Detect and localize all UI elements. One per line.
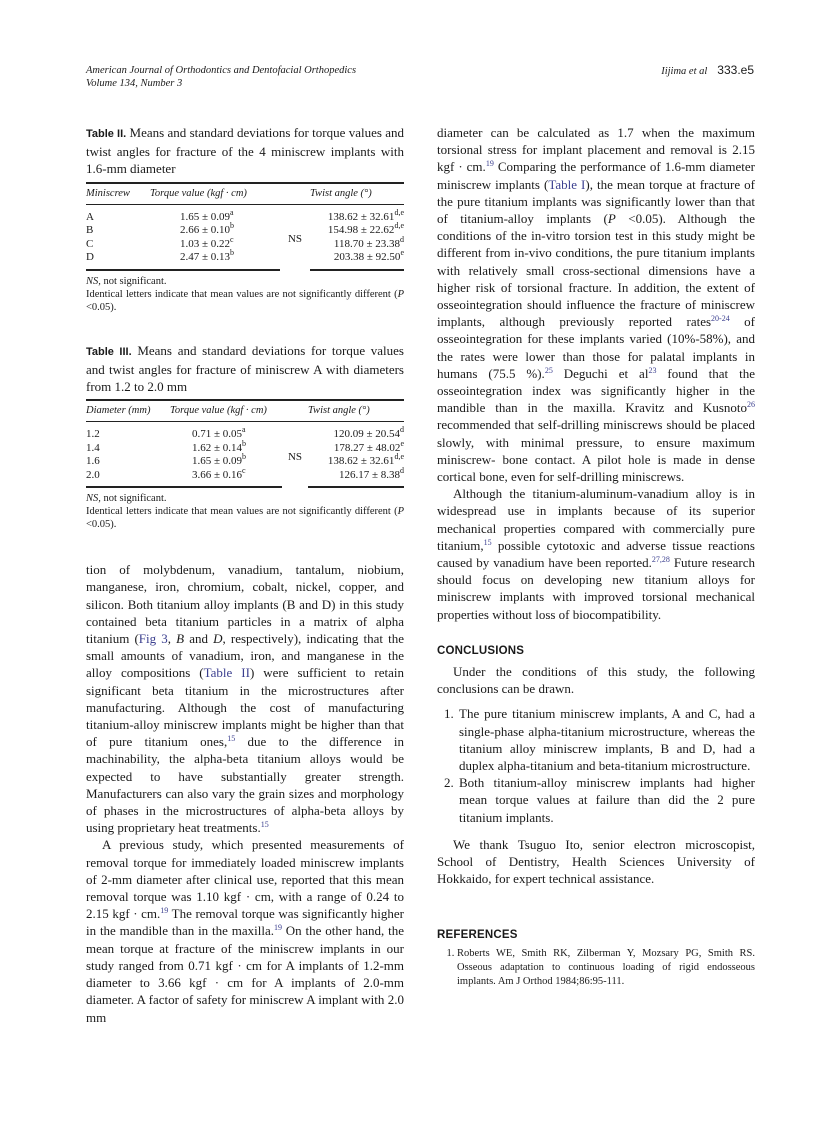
table-2-caption: Table II. Means and standard deviations for torque values and twist angles for fracture of the 4 miniscrew implants with 1.6-mm diameter [86,125,404,177]
col-header [280,183,310,205]
citation-link[interactable]: 19 [273,923,282,933]
citation-link[interactable]: 26 [747,400,755,410]
cell-torque: 2.47 ± 0.13$^b$ [150,251,280,270]
col-header: Diameter (mm) [86,400,170,422]
fig-3-link[interactable]: Fig 3 [138,631,168,647]
cell-id: C [86,237,94,250]
cell-torque: 1.65 ± 0.09$^a$ [180,207,234,223]
conclusion-item: 1. The pure titanium miniscrew implants, A and C, had a single-phase alpha-titanium microstructure, whereas the titanium alloy miniscrew implants, B and D, had a duplex alpha-titanium and beta-titanium microstructure. [457,705,755,774]
acknowledgment: We thank Tsuguo Ito, senior electron microscopist, School of Dentistry, Health Sciences University of Hokkaido, for expert technical assistance. [437,836,755,887]
cell-ns: NS [287,233,303,246]
page-number: 333.e5 [717,63,754,77]
journal-title: American Journal of Orthodontics and Dentofacial Orthopedics [86,65,357,76]
table-2-link[interactable]: Table II [203,665,250,681]
table-2-label: Table II. [86,128,127,140]
running-header-left [86,64,356,90]
running-authors: Iijima et al [661,66,708,77]
body-paragraph: tion of molybdenum, vanadium, tantalum, niobium, manganese, iron, chromium, cobalt, nickel, copper, and silicon. Both titanium alloy implants (B and D) in this study contained beta titanium particles in a matrix of alpha titanium (Fig 3, B and D, respectively), indicating that the small amounts of vanadium, iron, and manganese in the alloy compositions (Table II) were sufficient to retain significant beta titanium in the microstructures after manufacturing. Although the cost of manufacturing titanium-alloy miniscrew implants might be higher than that of pure titanium ones,$^{15}$ due to the difference in machinability, the alpha-beta titanium alloys would be expected to have substantially greater strength. Manufacturers can also vary the grain sizes and morphology of phases in the microstructures of alpha-beta alloys by using proprietary heat treatments.$^{15}$ [86,562,405,836]
table-3-label: Table III. [86,345,132,358]
citation-link[interactable]: 25 [544,365,553,375]
citation-link[interactable]: 15 [483,537,492,547]
table-1-link[interactable]: Table I [548,176,586,192]
citation-link[interactable]: 15 [227,734,236,744]
citation-link[interactable]: 27,28 [651,555,670,565]
citation-link[interactable]: 19 [160,906,169,916]
table-header-row [86,183,404,205]
references-list [437,947,755,989]
cell-id: 1.6 [86,455,100,468]
table-3-grid [86,399,404,488]
journal-volume: Volume 134, Number 3 [86,78,183,89]
cell-twist: $138.62 \pm 32.61^{d,e}$ [327,207,404,223]
cell-id: D [86,251,150,270]
cell-twist: 178.27 ± 48.02$^e$ [333,438,404,454]
table-row [86,238,404,252]
left-column [86,124,404,1026]
cell-ns: NS [287,450,303,463]
table-3 [86,342,404,532]
cell-id: B [86,224,94,237]
cell-torque: 1.03 ± 0.22$^c$ [180,234,234,250]
citation-link[interactable]: 23 [648,365,657,375]
reference-item: 1. Roberts WE, Smith RK, Zilberman Y, Mozsary PG, Smith RS. Osseous adaptation to continuous loading of rigid endosseous implants. Am J Orthod 1984;86:95-111. [457,947,755,989]
cell-torque: 2.66 ± 0.10$^b$ [180,221,235,237]
table-2 [86,124,404,314]
table-header-row [86,400,404,422]
body-paragraph: A previous study, which presented measurements of removal torque for immediately loaded miniscrew implants of 2-mm diameter after clinical use, reported that this mean removal torque was 1.10 kgf · cm, with a range of 0.24 to 2.15 kgf · cm.$^{19}$ The removal torque was significantly higher in the mandible than in the maxilla.$^{19}$ On the other hand, the mean torque at fracture of the miniscrew implants in our study ranged from 0.71 kgf · cm for A implants of 1.2-mm diameter to 3.66 kgf · cm for A implants of 2.0-mm diameter. A factor of safety for miniscrew A implant with 2.0 mm [86,837,404,1025]
citation-link[interactable]: 19 [485,159,494,169]
citation-link[interactable]: 15 [260,820,269,830]
table-3-footnote: NS, not significant. Identical letters indicate that mean values are not significantly different (P <0.05). [86,493,404,531]
col-header [282,400,308,422]
cell-torque: 0.71 ± 0.05$^a$ [192,425,246,441]
left-body [86,561,404,1025]
cell-twist: 120.09 ± 20.54$^d$ [333,425,404,441]
table-row [86,469,404,488]
cell-id: 2.0 [86,469,170,488]
cell-twist: 203.38 ± 92.50$^e$ [310,251,404,270]
body-paragraph: Although the titanium-aluminum-vanadium alloy is in widespread use in implants because of its superior mechanical properties compared with commercially pure titanium,$^{15}$ possible cytotoxic and adverse tissue reactions caused by vanadium have been reported.$^{27,28}$ Future research should focus on developing new titanium alloys for miniscrew implants with improved torsional mechanical properties without loss of biocompatibility. [437,486,755,622]
cell-id: 1.4 [86,441,100,454]
cell-torque: 3.66 ± 0.16$^c$ [170,469,282,488]
cell-id: A [86,210,94,223]
cell-torque: 1.62 ± 0.14$^b$ [192,438,247,454]
table-row [86,204,404,224]
table-row [86,224,404,238]
conclusions-heading: CONCLUSIONS [437,644,525,657]
references-heading: REFERENCES [437,929,518,942]
right-column [437,124,755,989]
table-2-grid [86,182,404,271]
table-2-footnote: NS, not significant. Identical letters indicate that mean values are not significantly different (P <0.05). [86,275,404,313]
body-paragraph: diameter can be calculated as 1.7 when the maximum torsional stress for implant placement and removal is 2.15 kgf · cm.$^{19}$ Comparing the performance of 1.6-mm diameter miniscrew implants (Table I), the mean torque at fracture of the pure titanium implants was significantly lower than that of titanium-alloy implants (P <0.05). Although the conditions of the in-vitro torsion test in this study might be different from in-vivo conditions, the pure titanium implants with relatively small cross-sectional dimensions have a higher risk of torsional fracture. In addition, the extent of osseointegration should influence the fracture of miniscrew implants, although previously reported rates$^{20-24}$ of osseointegration for these implants varied (10%-58%), and the rates were lower than those for palatal implants in humans (75.5 %).$^{25}$ Deguchi et $al^{23}$ found that the osseointegration index was significantly higher in the mandible than in the maxilla. Kravitz and Kusnoto$^{26}$ recommended that self-drilling miniscrews should be placed slowly, with minimal pressure, to ensure maximum miniscrew- bone contact. A pilot hole is made in dense cortical bone, even for self-drilling miniscrews. [437,125,756,485]
cell-twist: $138.62 \pm 32.61^{d,e}$ [327,452,404,468]
col-header: Twist angle (°) [310,183,404,205]
conclusions-intro: Under the conditions of this study, the following conclusions can be drawn. [437,663,755,697]
conclusions-list [437,705,755,825]
conclusion-item: 2. Both titanium-alloy miniscrew implants had higher mean torque values at failure than did the 2 pure titanium implants. [457,774,755,826]
citation-link[interactable]: 20-24 [711,314,730,324]
cell-twist: $154.98 \pm 22.62^{d,e}$ [327,221,404,237]
running-header-right [661,64,754,78]
cell-torque: 1.65 ± 0.09$^b$ [192,452,247,468]
table-3-caption: Table III. Means and standard deviations for torque values and twist angles for fracture of miniscrew A with diameters from 1.2 to 2.0 mm [86,342,404,395]
table-row [86,251,404,270]
cell-twist: 118.70 ± 23.38$^d$ [333,234,404,250]
col-header: Torque value (kgf · cm) [170,400,282,422]
col-header: Twist angle (°) [308,400,404,422]
cell-twist: 126.17 ± 8.38$^d$ [308,469,404,488]
cell-id: 1.2 [86,428,100,441]
col-header: Torque value (kgf · cm) [150,183,280,205]
col-header: Miniscrew [86,183,150,205]
